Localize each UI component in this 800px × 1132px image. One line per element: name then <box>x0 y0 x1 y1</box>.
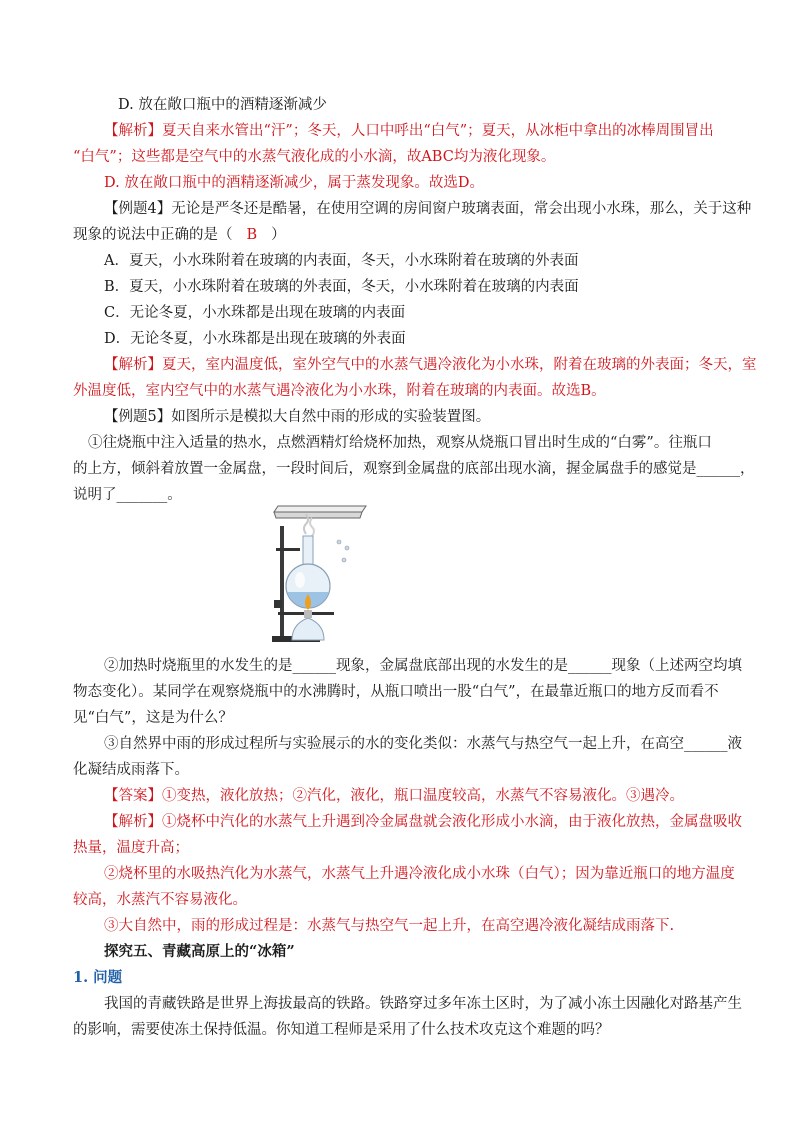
text-line-5: 【例题4】无论是严冬还是酷暑，在使用空调的房间窗户玻璃表面，常会出现小水珠，那么，关于这种 <box>104 201 752 217</box>
text-line-9: C．无论冬夏，小水珠都是出现在玻璃的内表面 <box>104 305 406 321</box>
stand-rod <box>280 526 284 638</box>
metal-tray <box>274 512 362 518</box>
text-line-4: D. 放在敞口瓶中的酒精逐渐减少，属于蒸发现象。故选D。 <box>104 175 484 191</box>
water-drop <box>345 546 349 550</box>
water-drop <box>342 558 346 562</box>
text-line-27: ③大自然中，雨的形成过程是：水蒸气与热空气一起上升，在高空遇冷液化凝结成雨落下. <box>104 918 675 934</box>
answer-choice: B <box>246 227 258 243</box>
text-line-7: A．夏天，小水珠附着在玻璃的内表面，冬天，小水珠附着在玻璃的外表面 <box>104 253 579 269</box>
text-line-10: D．无论冬夏，小水珠都是出现在玻璃的外表面 <box>104 331 406 347</box>
text-line-29: 1. 问题 <box>73 969 123 986</box>
flask-neck <box>303 536 313 566</box>
text-line-20: ③自然界中雨的形成过程所与实验展示的水的变化类似：水蒸气与热空气一起上升，在高空______液 <box>104 736 742 752</box>
text-line-21: 化凝结成雨落下。 <box>73 762 189 778</box>
text-line-8: B．夏天，小水珠附着在玻璃的外表面，冬天，小水珠附着在玻璃的内表面 <box>104 279 579 295</box>
text-line-12: 外温度低，室内空气中的水蒸气遇冷液化为小水珠，附着在玻璃的内表面。故选B。 <box>73 383 606 399</box>
text-line-14: ①往烧瓶中注入适量的热水，点燃酒精灯给烧杯加热，观察从烧瓶口冒出时生成的“白雾”。往瓶口 <box>88 435 712 451</box>
experiment-apparatus-figure <box>268 498 378 644</box>
text-line-16: 说明了_______。 <box>73 487 182 503</box>
alcohol-lamp <box>292 618 324 640</box>
text-line-25: ②烧杯里的水吸热汽化为水蒸气，水蒸气上升遇冷液化成小水珠（白气）；因为靠近瓶口的地方温度 <box>104 866 735 882</box>
text-line-23: 【解析】①烧杯中汽化的水蒸气上升遇到冷金属盘就会液化形成小水滴，由于液化放热，金属盘吸收 <box>104 814 742 830</box>
text-line-17: ②加热时烧瓶里的水发生的是______现象，金属盘底部出现的水发生的是______现象（上述两空均填 <box>104 658 742 674</box>
text-line-28: 探究五、青藏高原上的“冰箱” <box>104 943 295 960</box>
text-line-30: 我国的青藏铁路是世界上海拔最高的铁路。铁路穿过多年冻土区时，为了减小冻土因融化对路基产生 <box>104 996 742 1012</box>
text-line-31: 的影响，需要使冻土保持低温。你知道工程师是采用了什么技术攻克这个难题的吗？ <box>73 1022 610 1038</box>
text-line-26: 较高，水蒸汽不容易液化。 <box>73 892 247 908</box>
text-line-1: D. 放在敞口瓶中的酒精逐渐减少 <box>118 97 327 113</box>
text-line-18: 物态变化）。某同学在观察烧瓶中的水沸腾时，从瓶口喷出一股“白气”，在最靠近瓶口的地方反而看不 <box>73 684 719 700</box>
text-line-6: 现象的说法中正确的是（ B ） <box>73 227 286 243</box>
text-line-11: 【解析】夏天，室内温度低，室外空气中的水蒸气遇冷液化为小水珠，附着在玻璃的外表面；冬天，室 <box>104 357 757 373</box>
text-line-3: “白气”；这些都是空气中的水蒸气液化成的小水滴，故ABC均为液化现象。 <box>73 149 556 165</box>
text-line-15: 的上方，倾斜着放置一金属盘，一段时间后，观察到金属盘的底部出现水滴，握金属盘手的感觉是______， <box>73 461 755 477</box>
text-line-13: 【例题5】如图所示是模拟大自然中雨的形成的实验装置图。 <box>104 409 491 425</box>
text-line-2: 【解析】夏天自来水管出“汗”；冬天，人口中呼出“白气”；夏天，从冰柜中拿出的冰棒周围冒出 <box>104 123 714 139</box>
water-drop <box>337 540 341 544</box>
text-line-24: 热量，温度升高； <box>73 840 189 856</box>
text-line-19: 见“白气”，这是为什么？ <box>73 710 233 726</box>
text-line-22: 【答案】①变热，液化放热；②汽化，液化，瓶口温度较高，水蒸气不容易液化。③遇冷。 <box>104 788 684 804</box>
